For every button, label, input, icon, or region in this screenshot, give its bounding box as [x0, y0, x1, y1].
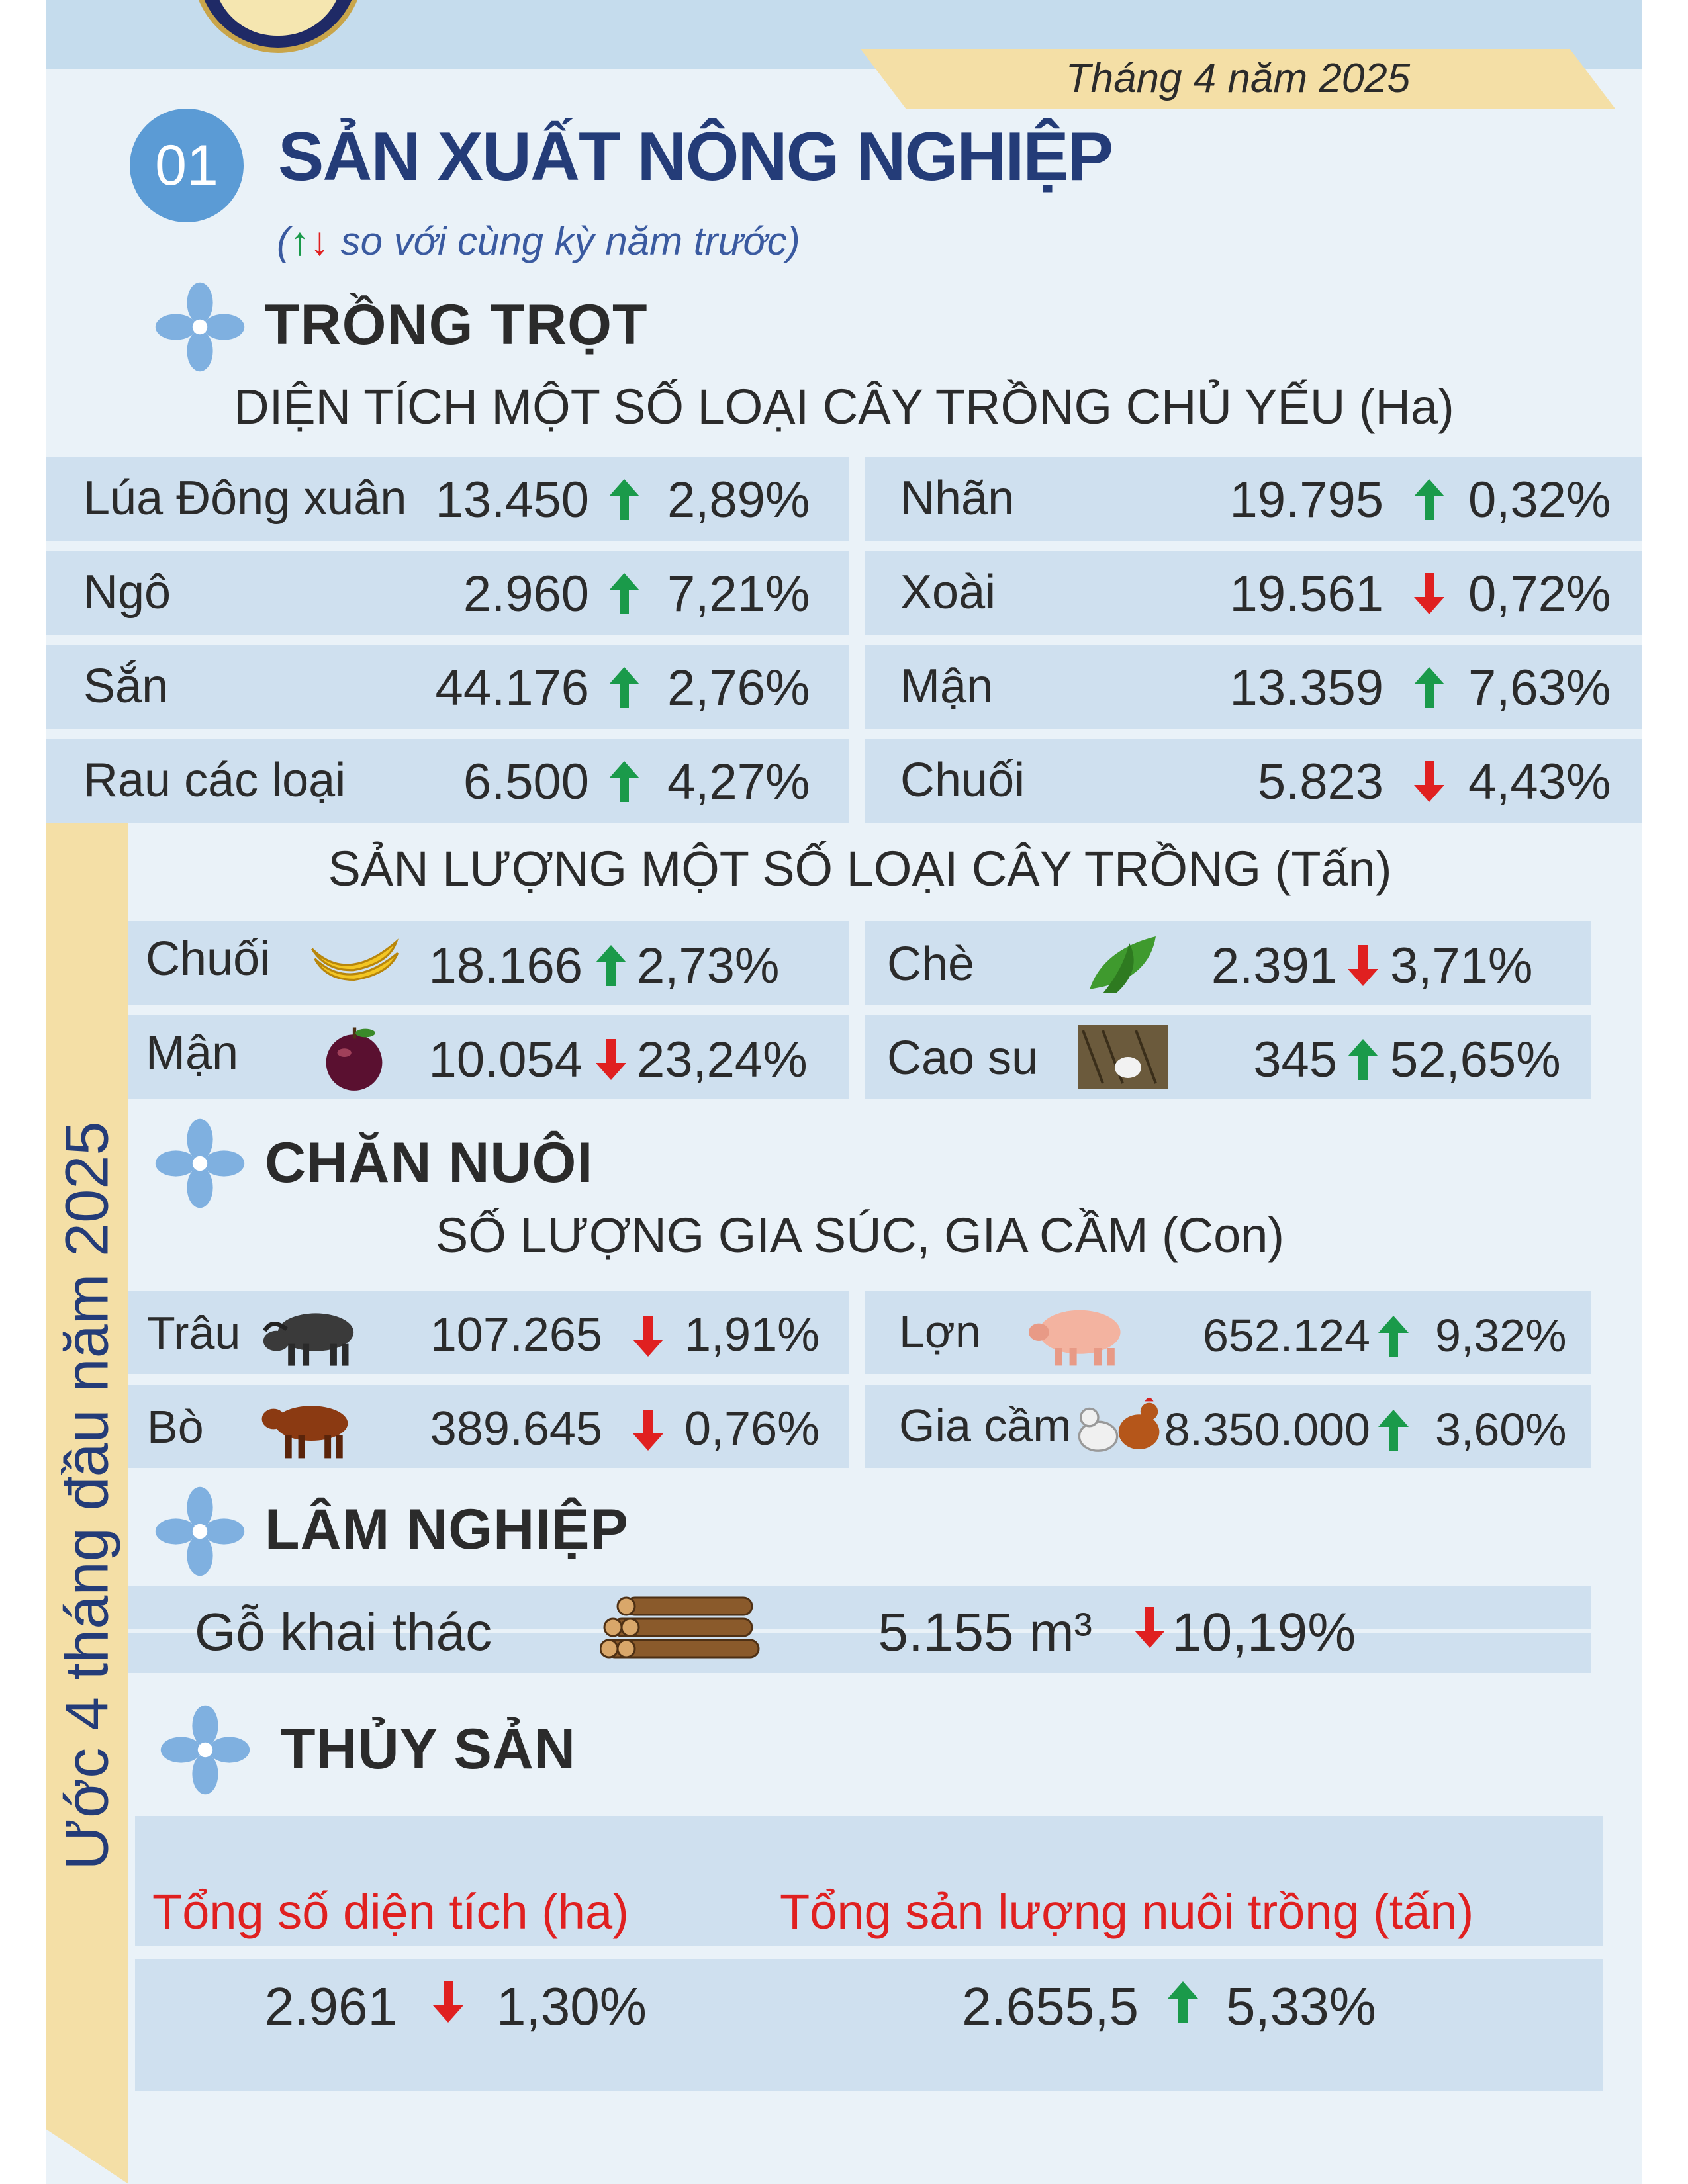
- timber-logs-icon: [600, 1592, 765, 1665]
- arrow-down-icon: [630, 1407, 666, 1453]
- animal-pct: 1,91%: [684, 1308, 820, 1361]
- rubber-tree-icon: [1076, 1022, 1169, 1092]
- crop-area-value: 13.450: [435, 472, 589, 528]
- flower-bullet-icon: [154, 1117, 246, 1210]
- livestock-table-title: SỐ LƯỢNG GIA SÚC, GIA CẦM (Con): [435, 1208, 1285, 1263]
- timber-pct: 10,19%: [1172, 1602, 1356, 1662]
- animal-pct: 0,76%: [684, 1402, 820, 1455]
- arrow-down-icon: ↓: [309, 219, 330, 263]
- fishery-area-pct: 1,30%: [496, 1977, 647, 2036]
- animal-name: Trâu: [147, 1307, 241, 1359]
- fishery-area-label: Tổng số diện tích (ha): [152, 1884, 629, 1939]
- crop-area-value: 6.500: [463, 754, 589, 810]
- flower-bullet-icon: [154, 281, 246, 373]
- banana-icon: [305, 928, 404, 998]
- arrow-up-icon: [606, 758, 642, 805]
- timber-label: Gỗ khai thác: [195, 1602, 492, 1661]
- animal-name: Bò: [147, 1401, 204, 1453]
- chan-nuoi-heading: CHĂN NUÔI: [265, 1131, 594, 1195]
- arrow-down-icon: [630, 1313, 666, 1359]
- comparison-note: (↑↓ so với cùng kỳ năm trước): [277, 219, 800, 263]
- crop-name: Lúa Đông xuân: [83, 472, 407, 525]
- animal-name: Gia cầm: [899, 1400, 1072, 1451]
- arrow-up-icon: [1411, 477, 1447, 523]
- output-table-title: SẢN LƯỢNG MỘT SỐ LOẠI CÂY TRỒNG (Tấn): [328, 841, 1392, 896]
- arrow-up-icon: [1165, 1979, 1201, 2025]
- animal-count: 107.265: [430, 1308, 602, 1361]
- crop-area-value: 44.176: [435, 660, 589, 716]
- fishery-output-pct: 5,33%: [1226, 1977, 1376, 2036]
- crop-name: Cao su: [887, 1032, 1039, 1085]
- report-date: Tháng 4 năm 2025: [1065, 56, 1411, 101]
- arrow-down-icon: [1132, 1604, 1168, 1651]
- cow-icon: [256, 1390, 361, 1463]
- crop-area-pct: 4,27%: [667, 754, 810, 810]
- crop-name: Mận: [146, 1026, 239, 1079]
- crop-name: Chuối: [900, 754, 1025, 807]
- lam-nghiep-heading: LÂM NGHIỆP: [265, 1498, 629, 1561]
- crop-area-pct: 7,21%: [667, 566, 810, 622]
- crop-name: Chuối: [146, 933, 271, 985]
- crop-area-pct: 2,76%: [667, 660, 810, 716]
- flower-bullet-icon: [159, 1704, 252, 1796]
- timber-value: 5.155 m³: [878, 1602, 1092, 1662]
- crop-output-value: 18.166: [428, 938, 583, 994]
- crop-area-value: 5.823: [1257, 754, 1383, 810]
- crop-output-pct: 3,71%: [1390, 938, 1533, 994]
- crop-area-pct: 0,72%: [1468, 566, 1611, 622]
- arrow-up-icon: ↑: [289, 219, 310, 263]
- section-number: 01: [130, 109, 244, 222]
- crop-name: Mận: [900, 660, 994, 713]
- crop-name: Sắn: [83, 660, 169, 713]
- crop-area-pct: 4,43%: [1468, 754, 1611, 810]
- crop-output-pct: 52,65%: [1390, 1032, 1561, 1088]
- crop-name: Chè: [887, 938, 975, 991]
- arrow-up-icon: [593, 942, 629, 989]
- area-table-title: DIỆN TÍCH MỘT SỐ LOẠI CÂY TRỒNG CHỦ YẾU (Ha): [234, 379, 1454, 434]
- arrow-down-icon: [1411, 758, 1447, 805]
- arrow-down-icon: [1345, 942, 1381, 989]
- arrow-down-icon: [1411, 570, 1447, 617]
- tea-leaf-icon: [1076, 928, 1169, 998]
- arrow-up-icon: [1376, 1407, 1411, 1453]
- crop-output-value: 10.054: [428, 1032, 583, 1088]
- arrow-up-icon: [606, 570, 642, 617]
- arrow-down-icon: [593, 1036, 629, 1083]
- arrow-down-icon: [430, 1979, 466, 2025]
- animal-count: 652.124: [1202, 1310, 1370, 1361]
- plum-icon: [305, 1022, 404, 1092]
- animal-count: 8.350.000: [1164, 1404, 1370, 1455]
- trong-trot-heading: TRỒNG TRỌT: [265, 293, 648, 357]
- crop-output-value: 2.391: [1211, 938, 1337, 994]
- crop-output-pct: 2,73%: [637, 938, 780, 994]
- animal-name: Lợn: [899, 1306, 981, 1357]
- flower-bullet-icon: [154, 1485, 246, 1578]
- crop-name: Rau các loại: [83, 754, 346, 807]
- crop-output-pct: 23,24%: [637, 1032, 808, 1088]
- animal-pct: 9,32%: [1435, 1310, 1567, 1361]
- arrow-up-icon: [606, 477, 642, 523]
- crop-output-value: 345: [1253, 1032, 1337, 1088]
- period-label: Ước 4 tháng đầu năm 2025: [53, 1121, 121, 1870]
- animal-count: 389.645: [430, 1402, 602, 1455]
- crop-area-value: 13.359: [1229, 660, 1383, 716]
- crop-area-pct: 7,63%: [1468, 660, 1611, 716]
- arrow-up-icon: [1376, 1313, 1411, 1359]
- crop-name: Nhãn: [900, 472, 1015, 525]
- crop-name: Ngô: [83, 566, 171, 619]
- crop-name: Xoài: [900, 566, 996, 619]
- fishery-output-value: 2.655,5: [962, 1977, 1139, 2036]
- crop-area-pct: 0,32%: [1468, 472, 1611, 528]
- fishery-output-label: Tổng sản lượng nuôi trồng (tấn): [780, 1884, 1474, 1939]
- arrow-up-icon: [1411, 664, 1447, 711]
- crop-area-value: 2.960: [463, 566, 589, 622]
- crop-area-value: 19.795: [1229, 472, 1383, 528]
- fishery-area-value: 2.961: [264, 1977, 397, 2036]
- arrow-up-icon: [606, 664, 642, 711]
- crop-area-value: 19.561: [1229, 566, 1383, 622]
- arrow-up-icon: [1345, 1036, 1381, 1083]
- buffalo-icon: [256, 1296, 361, 1369]
- thuy-san-heading: THỦY SẢN: [281, 1717, 577, 1781]
- crop-area-pct: 2,89%: [667, 472, 810, 528]
- section-title: SẢN XUẤT NÔNG NGHIỆP: [278, 118, 1113, 195]
- pig-icon: [1019, 1297, 1125, 1370]
- animal-pct: 3,60%: [1435, 1404, 1567, 1455]
